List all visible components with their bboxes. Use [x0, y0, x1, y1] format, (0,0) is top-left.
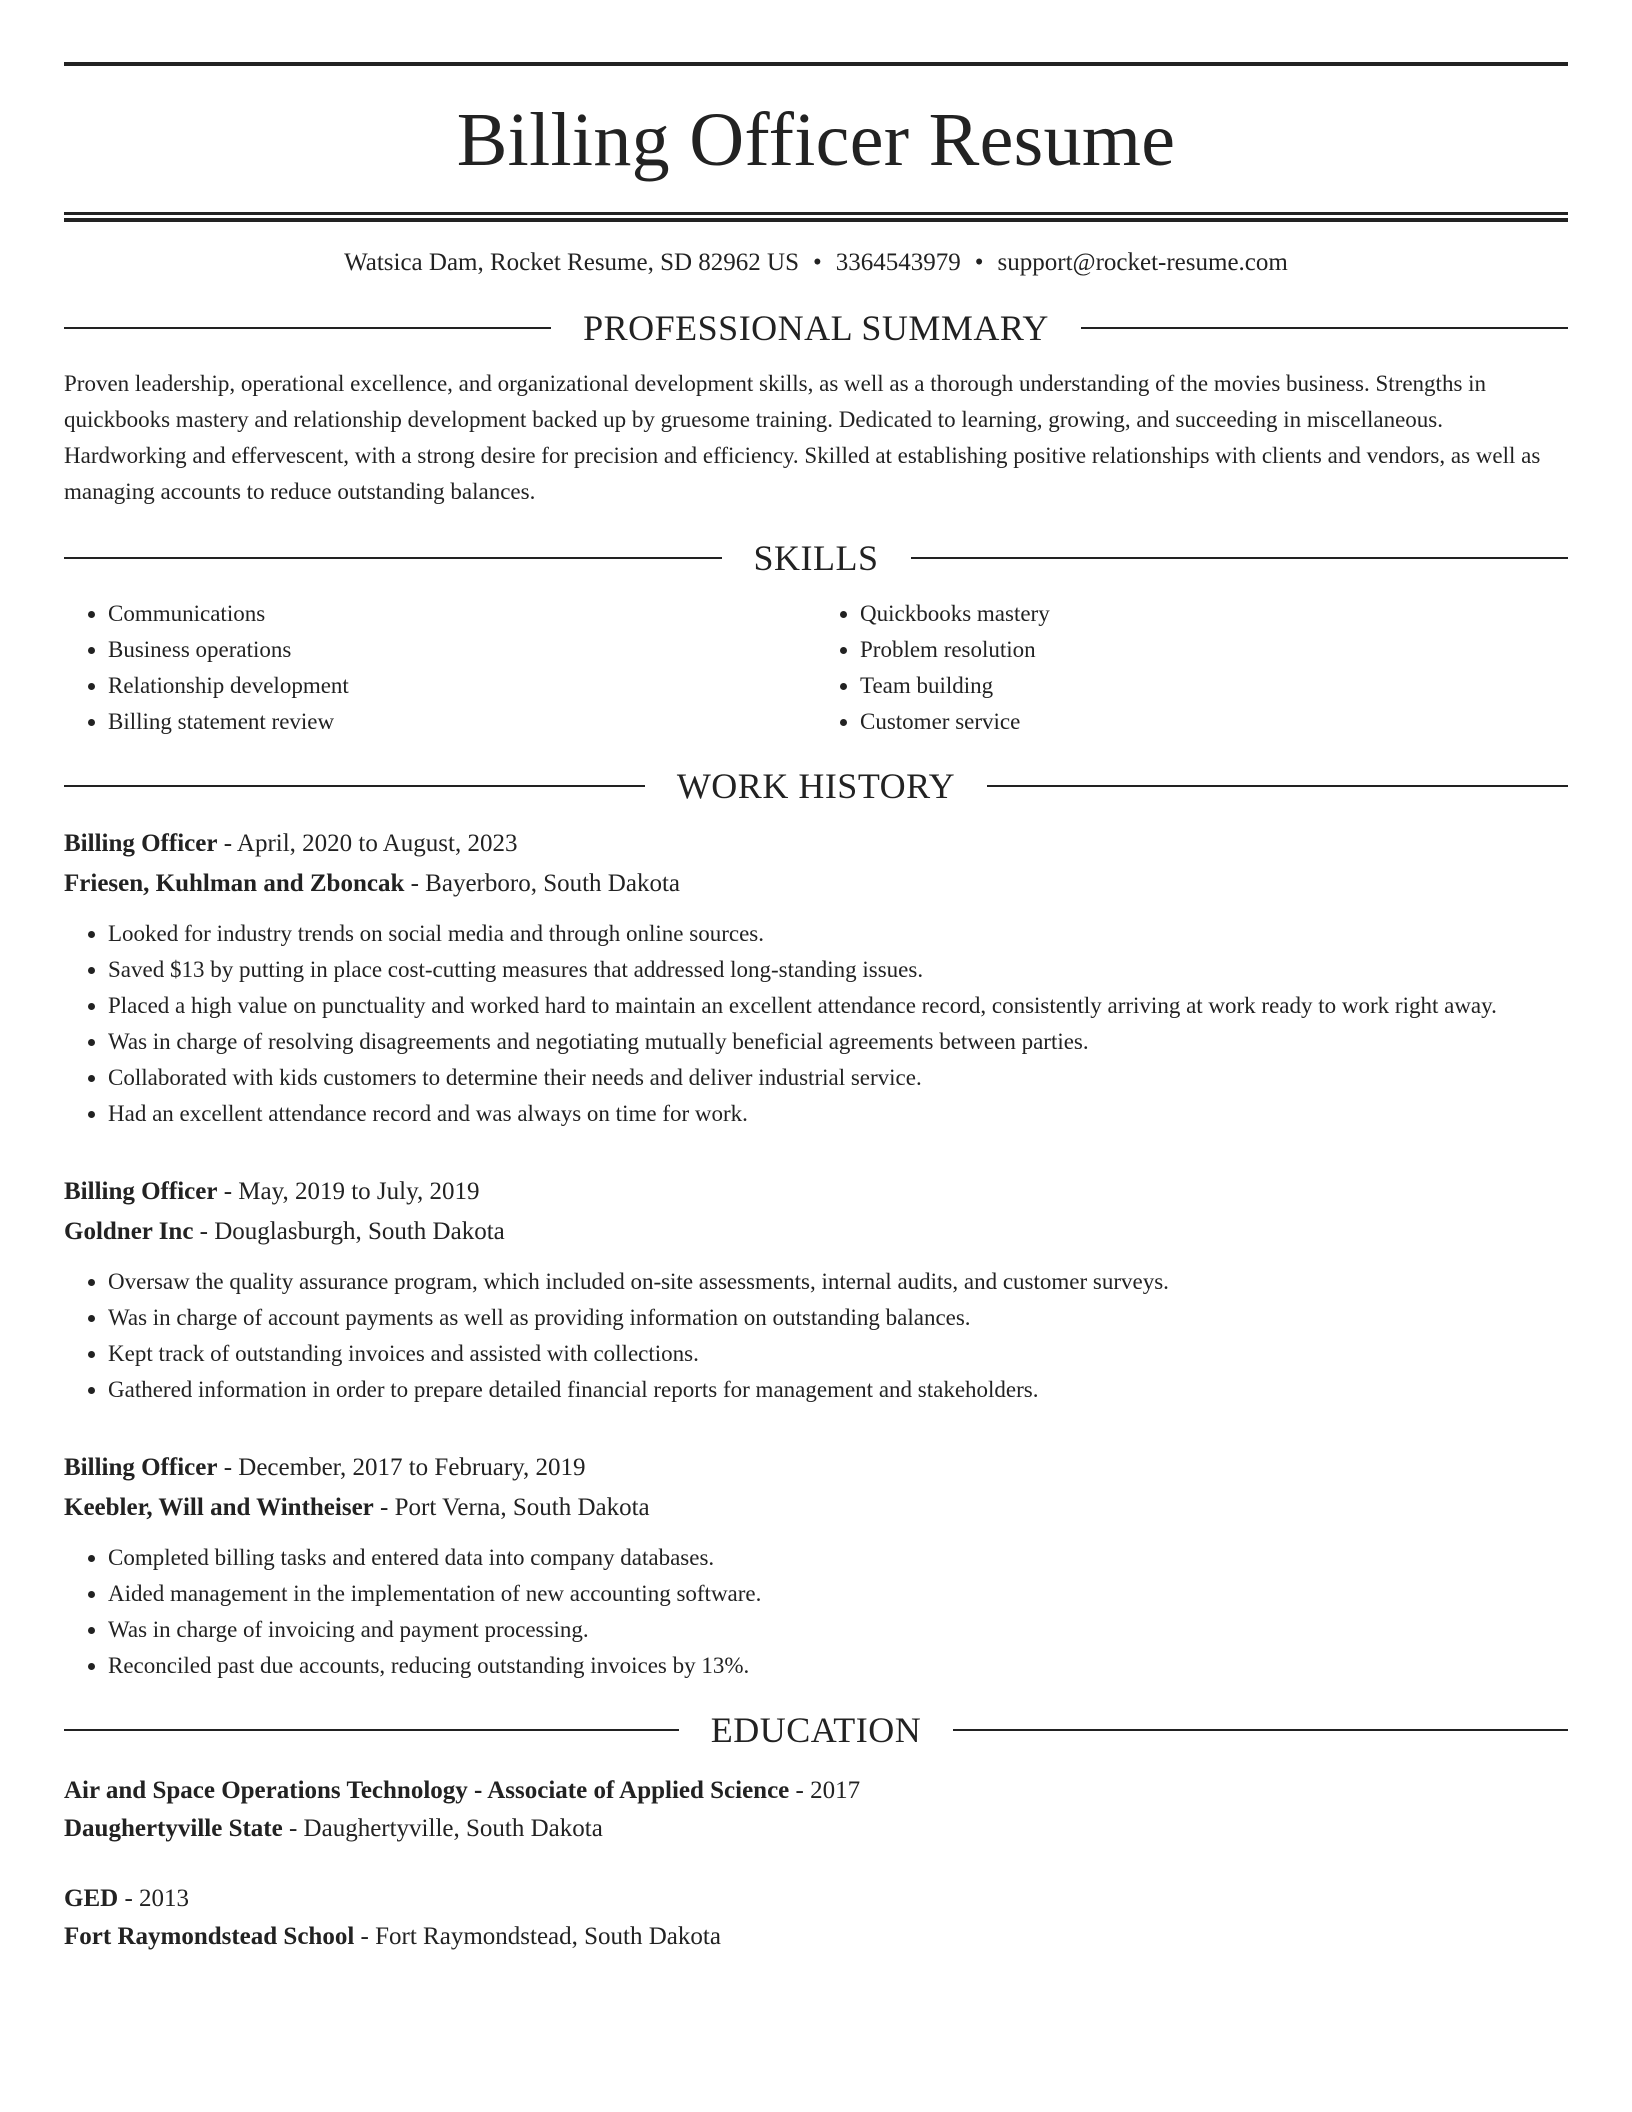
education-school: Daughertyville State — [64, 1815, 283, 1842]
contact-line — [64, 248, 1568, 278]
education-year: - 2013 — [118, 1885, 190, 1912]
job-dates: - May, 2019 to July, 2019 — [217, 1178, 480, 1205]
skills-column-left — [64, 596, 816, 740]
job-dates: - April, 2020 to August, 2023 — [217, 830, 518, 857]
job-title-line — [64, 1448, 1568, 1488]
heading-rule-right — [987, 785, 1568, 787]
heading-rule-left — [64, 1729, 679, 1731]
heading-rule-left — [64, 327, 551, 329]
job-bullet: • Aided management in the implementation of new accounting software. — [108, 1576, 1568, 1612]
job-location: - Douglasburgh, South Dakota — [193, 1218, 505, 1245]
job-bullet: • Gathered information in order to prepare detailed financial reports for management and stakeholders. — [108, 1372, 1568, 1408]
job-entry — [64, 824, 1568, 1132]
job-company-line — [64, 864, 1568, 904]
section-title-education: EDUCATION — [710, 1710, 922, 1750]
job-company: Friesen, Kuhlman and Zboncak — [64, 870, 405, 897]
job-title-line — [64, 824, 1568, 864]
job-bullet: • Was in charge of resolving disagreements and negotiating mutually beneficial agreements between parties. — [108, 1024, 1568, 1060]
skill-item: • Billing statement review — [108, 704, 816, 740]
education-entry — [64, 1880, 1568, 1956]
heading-rule-right — [1081, 327, 1568, 329]
contact-separator: • — [813, 249, 822, 276]
skill-item: • Team building — [860, 668, 1568, 704]
job-bullets — [64, 1264, 1568, 1408]
job-entry — [64, 1448, 1568, 1684]
job-bullet: • Completed billing tasks and entered data into company databases. — [108, 1540, 1568, 1576]
heading-rule-right — [911, 557, 1569, 559]
job-bullets — [64, 916, 1568, 1132]
job-title: Billing Officer — [64, 830, 218, 857]
summary-text: Proven leadership, operational excellence, and organizational development skills, as well as a thorough understanding of the movies business. Strengths in quickbooks mastery and relationship development backed up by gruesome training. Dedicated to learning, growing, and succeeding in miscellaneous. Hardworking and effervescent, with a strong desire for precision and efficiency. Skilled at establishing positive relationships with clients and vendors, as well as managing accounts to reduce outstanding balances. — [64, 371, 1541, 504]
education-degree-line — [64, 1772, 1568, 1810]
section-title-summary: PROFESSIONAL SUMMARY — [583, 308, 1049, 348]
job-dates: - December, 2017 to February, 2019 — [217, 1454, 586, 1481]
education-year: - 2017 — [789, 1777, 861, 1804]
skill-item: • Relationship development — [108, 668, 816, 704]
section-title-skills: SKILLS — [753, 538, 879, 578]
top-rule — [64, 62, 1568, 66]
job-bullet: • Placed a high value on punctuality and worked hard to maintain an excellent attendance record, consistently arriving at work ready to work right away. — [108, 988, 1568, 1024]
education-school: Fort Raymondstead School — [64, 1923, 355, 1950]
job-bullet: • Looked for industry trends on social media and through online sources. — [108, 916, 1568, 952]
skill-item: • Quickbooks mastery — [860, 596, 1568, 632]
skills-column-right — [816, 596, 1568, 740]
job-location: - Bayerboro, South Dakota — [404, 870, 680, 897]
job-bullet: • Had an excellent attendance record and was always on time for work. — [108, 1096, 1568, 1132]
job-bullet: • Kept track of outstanding invoices and assisted with collections. — [108, 1336, 1568, 1372]
skill-item: • Communications — [108, 596, 816, 632]
section-heading-summary — [64, 310, 1568, 346]
education-location: - Daughertyville, South Dakota — [282, 1815, 603, 1842]
education-school-line — [64, 1918, 1568, 1956]
job-entry — [64, 1172, 1568, 1408]
job-title: Billing Officer — [64, 1454, 218, 1481]
job-company: Goldner Inc — [64, 1218, 194, 1245]
skill-item: • Business operations — [108, 632, 816, 668]
heading-rule-left — [64, 785, 645, 787]
job-bullet: • Was in charge of account payments as well as providing information on outstanding balances. — [108, 1300, 1568, 1336]
skill-item: • Problem resolution — [860, 632, 1568, 668]
job-bullet: • Saved $13 by putting in place cost-cutting measures that addressed long-standing issues. — [108, 952, 1568, 988]
heading-rule-right — [953, 1729, 1568, 1731]
education-degree: Air and Space Operations Technology - Associate of Applied Science — [64, 1777, 790, 1804]
skill-item: • Customer service — [860, 704, 1568, 740]
section-heading-work — [64, 768, 1568, 804]
contact-address: Watsica Dam, Rocket Resume, SD 82962 US — [344, 249, 800, 276]
education-degree-line — [64, 1880, 1568, 1918]
job-location: - Port Verna, South Dakota — [373, 1494, 650, 1521]
skills-list — [64, 596, 1568, 740]
job-company-line — [64, 1488, 1568, 1528]
education-degree: GED — [64, 1885, 119, 1912]
page-title: Billing Officer Resume — [456, 98, 1176, 182]
education-entry — [64, 1772, 1568, 1848]
section-heading-education — [64, 1712, 1568, 1748]
job-bullets — [64, 1540, 1568, 1684]
education-location: - Fort Raymondstead, South Dakota — [354, 1923, 721, 1950]
education-school-line — [64, 1810, 1568, 1848]
job-title: Billing Officer — [64, 1178, 218, 1205]
job-company: Keebler, Will and Wintheiser — [64, 1494, 374, 1521]
contact-phone: 3364543979 — [835, 249, 961, 276]
contact-email: support@rocket-resume.com — [997, 249, 1288, 276]
job-bullet: • Oversaw the quality assurance program, which included on-site assessments, internal audits, and customer surveys. — [108, 1264, 1568, 1300]
section-heading-skills — [64, 540, 1568, 576]
job-bullet: • Was in charge of invoicing and payment processing. — [108, 1612, 1568, 1648]
heading-rule-left — [64, 557, 722, 559]
job-title-line — [64, 1172, 1568, 1212]
title-double-rule — [64, 212, 1568, 222]
job-bullet: • Collaborated with kids customers to determine their needs and deliver industrial service. — [108, 1060, 1568, 1096]
job-bullet: • Reconciled past due accounts, reducing outstanding invoices by 13%. — [108, 1648, 1568, 1684]
job-company-line — [64, 1212, 1568, 1252]
contact-separator: • — [974, 249, 984, 276]
section-title-work: WORK HISTORY — [676, 766, 956, 806]
